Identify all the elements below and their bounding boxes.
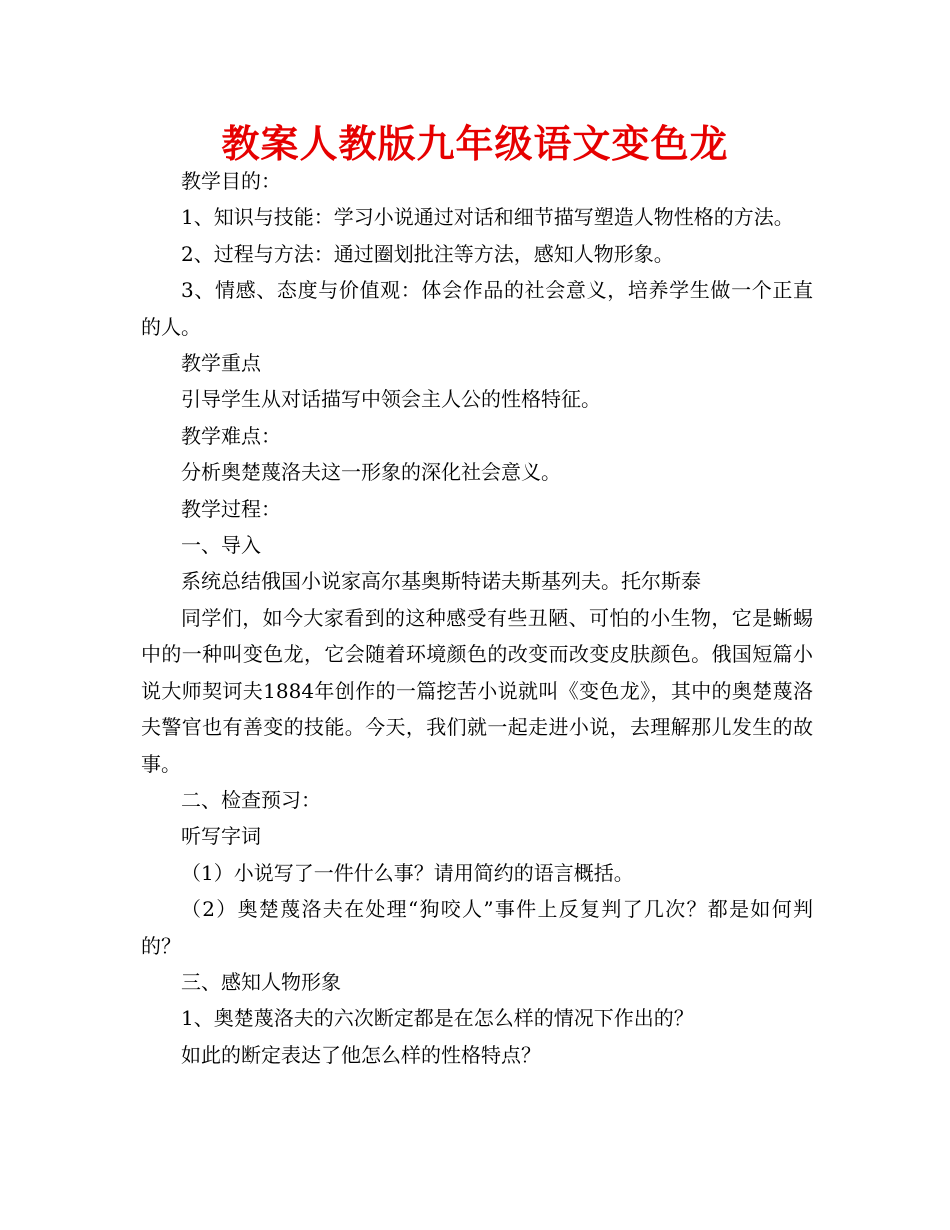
paragraph-character-question-2: 如此的断定表达了他怎么样的性格特点？ — [181, 1042, 541, 1067]
paragraph-key-points: 引导学生从对话描写中领会主人公的性格特征。 — [181, 387, 601, 412]
paragraph-dictation: 听写字词 — [181, 824, 261, 849]
paragraph-intro-text: 同学们，如今大家看到的这种感受有些丑陋、可怕的小生物，它是蜥蜴中的一种叫变色龙，它会随着环境颜色的改变而改变皮肤颜色。俄国短篇小说大师契诃夫1884年创作的一篇挖苦小说就叫《变色龙》，其中的奥楚蔑洛夫警官也有善变的技能。今天，我们就一起走进小说，去理解那儿发生的故事。 — [141, 605, 813, 776]
document-body — [141, 163, 813, 1073]
paragraph-question-2: （2）奥楚蔑洛夫在处理“狗咬人”事件上反复判了几次？都是如何判的？ — [141, 897, 813, 958]
paragraph-key-points-heading: 教学重点 — [181, 351, 261, 376]
paragraph-objective-1: 1、知识与技能：学习小说通过对话和细节描写塑造人物性格的方法。 — [181, 205, 794, 230]
paragraph-section-2-heading: 二、检查预习： — [181, 787, 321, 812]
paragraph-objectives-heading: 教学目的： — [181, 169, 281, 193]
paragraph-section-1-heading: 一、导入 — [181, 533, 261, 558]
document-title: 教案人教版九年级语文变色龙 — [221, 122, 729, 166]
paragraph-question-1: （1）小说写了一件什么事？请用简约的语言概括。 — [181, 860, 634, 885]
paragraph-difficulties: 分析奥楚蔑洛夫这一形象的深化社会意义。 — [181, 460, 561, 485]
paragraph-objective-2: 2、过程与方法：通过圈划批注等方法，感知人物形象。 — [181, 241, 674, 266]
paragraph-objective-3: 3、情感、态度与价值观：体会作品的社会意义，培养学生做一个正直的人。 — [141, 278, 813, 339]
paragraph-process-heading: 教学过程： — [181, 496, 281, 521]
paragraph-character-question-1: 1、奥楚蔑洛夫的六次断定都是在怎么样的情况下作出的？ — [181, 1006, 694, 1031]
paragraph-section-3-heading: 三、感知人物形象 — [181, 969, 341, 994]
paragraph-difficulties-heading: 教学难点： — [181, 423, 281, 448]
paragraph-intro-summary: 系统总结俄国小说家高尔基奥斯特诺夫斯基列夫。托尔斯泰 — [181, 569, 701, 594]
